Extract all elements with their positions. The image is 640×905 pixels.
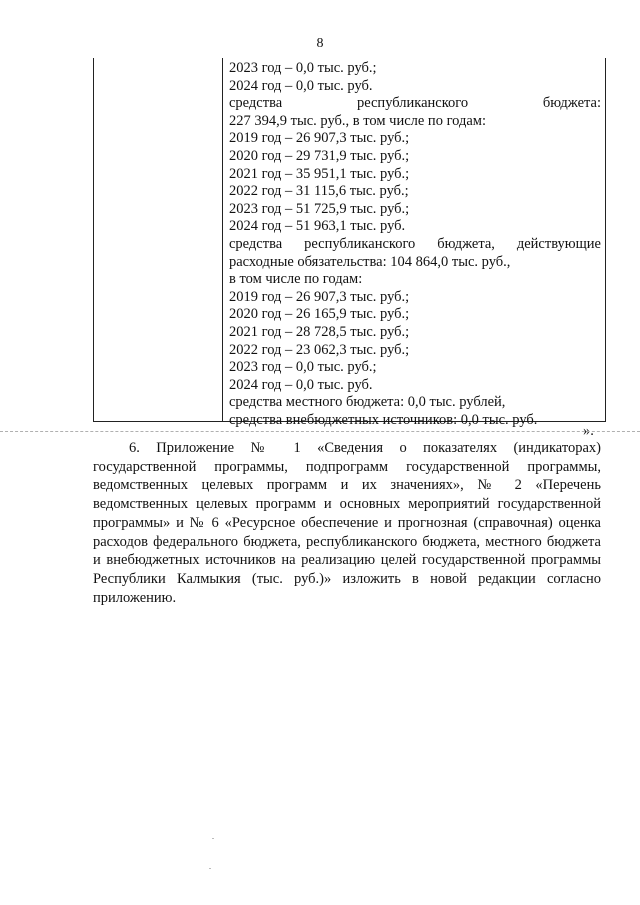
cell-line: расходные обязательства: 104 864,0 тыс. руб., bbox=[229, 253, 511, 270]
closing-quote: ». bbox=[583, 423, 594, 439]
cell-line: 2024 год – 51 963,1 тыс. руб. bbox=[229, 218, 406, 235]
funding-table-cell bbox=[229, 60, 601, 429]
cell-line: 2022 год – 23 062,3 тыс. руб.; bbox=[229, 341, 410, 358]
cell-line: 2021 год – 35 951,1 тыс. руб.; bbox=[229, 165, 410, 182]
cell-line: 2023 год – 0,0 тыс. руб.; bbox=[229, 60, 377, 76]
cell-line: 2019 год – 26 907,3 тыс. руб.; bbox=[229, 130, 410, 147]
cell-line: 2024 год – 0,0 тыс. руб. bbox=[229, 77, 373, 94]
cell-line: 2023 год – 0,0 тыс. руб.; bbox=[229, 359, 377, 376]
cell-line: средства республиканского бюджета: bbox=[229, 95, 601, 112]
cell-line: средства внебюджетных источников: 0,0 тыс. руб. bbox=[229, 411, 538, 428]
cell-line: в том числе по годам: bbox=[229, 271, 363, 288]
cell-line: средства республиканского бюджета, действующие bbox=[229, 235, 601, 252]
cell-line: средства местного бюджета: 0,0 тыс. рублей, bbox=[229, 394, 506, 411]
cell-line: 2021 год – 28 728,5 тыс. руб.; bbox=[229, 323, 410, 340]
cell-line: 2024 год – 0,0 тыс. руб. bbox=[229, 376, 373, 393]
scan-speck bbox=[209, 868, 211, 869]
cell-line: 2023 год – 51 725,9 тыс. руб.; bbox=[229, 200, 410, 217]
cell-line: 227 394,9 тыс. руб., в том числе по годам: bbox=[229, 112, 487, 129]
cell-line: 2020 год – 29 731,9 тыс. руб.; bbox=[229, 147, 410, 164]
page-number: 8 bbox=[316, 36, 324, 51]
scan-speck bbox=[212, 838, 214, 839]
amendment-paragraph: 6. Приложение № 1 «Сведения о показателях (индикаторах) государственной программы, подпрограмм государственной программы, ведомственных целевых программ и их значениях», № 2 «Перечень ведомственных целевых программ и основных мероприятий государственной программы» и № 6 «Ресурсное обеспечение и прогнозная (справочная) оценка расходов федерального бюджета, республиканского бюджета, местного бюджета и внебюджетных источников на реализацию целей государственной программы Республики Калмыкия (тыс. руб.)» изложить в новой редакции согласно приложению. bbox=[93, 440, 601, 606]
cell-line: 2022 год – 31 115,6 тыс. руб.; bbox=[229, 183, 409, 200]
cell-line: 2020 год – 26 165,9 тыс. руб.; bbox=[229, 306, 410, 323]
cell-line: 2019 год – 26 907,3 тыс. руб.; bbox=[229, 288, 410, 305]
scan-dashed-line bbox=[0, 431, 640, 432]
table-column-divider bbox=[222, 58, 223, 422]
